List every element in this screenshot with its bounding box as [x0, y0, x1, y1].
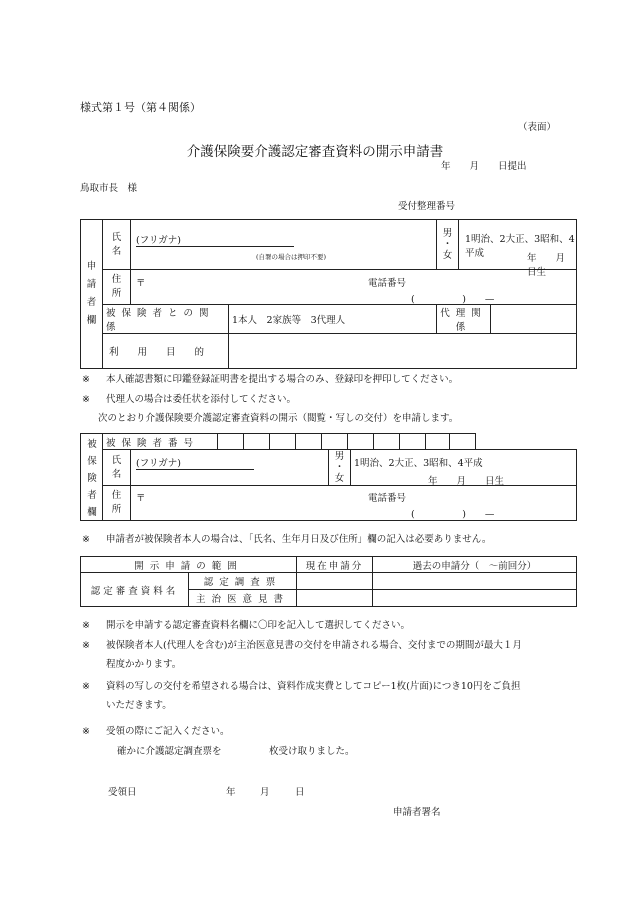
insured-postal-mark: 〒: [136, 493, 146, 504]
insured-number-digit[interactable]: [218, 434, 244, 450]
receipt-date-month[interactable]: 月: [260, 787, 270, 798]
applicant-name-label: 氏 名: [103, 220, 131, 270]
receipt-confirm-part2: 枚受け取りました。: [269, 746, 355, 757]
receipt-date-year[interactable]: 年: [226, 787, 236, 798]
receipt-instruction: ※ 受領の際にご記入ください。: [82, 726, 230, 737]
insured-number-digit[interactable]: [400, 434, 426, 450]
applicant-section-label: 申 請 者 欄: [81, 220, 103, 369]
receipt-confirm-part1: 確かに介護認定調査票を: [117, 746, 222, 757]
request-statement: 次のとおり介護保険要介護認定審査資料の開示（閲覧・写しの交付）を申請します。: [98, 413, 459, 424]
note-opinion-period: ※ 被保険者本人(代理人を含む)が主治医意見書の交付を申請される場合、交付までの期間が最大１月: [82, 640, 522, 651]
scope-row-survey: 認定調査票: [189, 573, 297, 590]
applicant-seal-note: (自署の場合は押印不要): [256, 253, 327, 261]
submission-date: 年 月 日提出: [441, 161, 527, 172]
scope-row-group: 認定審査資料名: [81, 573, 189, 607]
insured-number-table: [80, 433, 476, 450]
receipt-date-label: 受領日: [108, 787, 137, 798]
applicant-address-label: 住 所: [103, 270, 131, 305]
applicant-name-field[interactable]: [131, 220, 437, 270]
past-column-header: 過去の申請分（ ～前回分）: [373, 557, 577, 573]
receipt-date-day[interactable]: 日: [295, 787, 305, 798]
relation-options[interactable]: 1本人 2家族等 3代理人: [229, 305, 437, 334]
note-copy-fee: ※ 資料の写しの交付を希望される場合は、資料作成実費としてコピー1枚(片面)につき10円をご負担: [82, 681, 521, 692]
insured-number-digit[interactable]: [374, 434, 400, 450]
insured-name-label: 氏 名: [103, 450, 131, 486]
note-self-insured: ※ 申請者が被保険者本人の場合は、「氏名、生年月日及び住所」欄の記入は必要ありません。: [82, 534, 492, 545]
note-opinion-period-cont: 程度かかります。: [106, 659, 182, 670]
insured-number-digit[interactable]: [450, 434, 476, 450]
applicant-birth-field[interactable]: [459, 220, 585, 278]
insured-number-digit[interactable]: [296, 434, 322, 450]
applicant-phone-label: 電話番号: [368, 278, 407, 289]
insured-number-label: 被保険者番号: [103, 434, 218, 450]
page-title: 介護保険要介護認定審査資料の開示申請書: [186, 144, 444, 160]
scope-column-header: 開示申請の範囲: [81, 557, 297, 573]
survey-past-cell[interactable]: [373, 573, 577, 590]
insured-address-label: 住 所: [103, 486, 131, 521]
note-proxy: ※ 代理人の場合は委任状を添付してください。: [82, 394, 297, 405]
applicant-postal-mark: 〒: [136, 278, 146, 289]
addressee: 鳥取市長 様: [80, 183, 138, 194]
note-seal: ※ 本人確認書類に印鑑登録証明書を提出する場合のみ、登録印を押印してください。: [82, 374, 459, 385]
form-number: 様式第１号（第４関係）: [80, 101, 201, 114]
current-column-header: 現在申請分: [297, 557, 373, 573]
opinion-past-cell[interactable]: [373, 590, 577, 607]
insured-phone-format: ( ) —: [411, 509, 495, 520]
scope-row-opinion: 主治医意見書: [189, 590, 297, 607]
purpose-field[interactable]: [229, 334, 577, 369]
applicant-phone-format: ( ) —: [411, 294, 495, 305]
scope-table: [80, 556, 577, 607]
purpose-label: 利 用 目 的: [103, 334, 229, 369]
insured-number-digit[interactable]: [322, 434, 348, 450]
insured-address-field[interactable]: [131, 486, 577, 521]
insured-birth-field[interactable]: [351, 450, 577, 486]
insured-name-field[interactable]: [131, 450, 329, 486]
insured-section-label: 被 保 険 者 欄: [81, 450, 103, 521]
insured-number-digit[interactable]: [348, 434, 374, 450]
applicant-furigana: (フリガナ): [136, 232, 294, 247]
applicant-birth-ymd: 年 月 日生: [527, 253, 585, 278]
insured-number-digit[interactable]: [270, 434, 296, 450]
opinion-current-cell[interactable]: [297, 590, 373, 607]
insured-phone-label: 電話番号: [368, 493, 407, 504]
insured-birth-ymd: 年 月 日生: [428, 476, 505, 487]
insured-furigana: (フリガナ): [136, 455, 254, 470]
insured-gender[interactable]: 男 ・ 女: [329, 450, 351, 486]
reception-number-label: 受付整理番号: [398, 201, 456, 212]
side-label: （表面）: [518, 122, 557, 133]
agent-relation-field[interactable]: [491, 305, 577, 334]
survey-current-cell[interactable]: [297, 573, 373, 590]
insured-number-digit[interactable]: [426, 434, 450, 450]
insured-birth-eras: 1明治、2大正、3昭和、4平成: [354, 458, 483, 469]
applicant-address-field[interactable]: [131, 270, 577, 305]
agent-relation-label: 代理関係: [437, 305, 491, 334]
relation-label: 被保険者との関係: [103, 305, 229, 334]
insured-number-digit[interactable]: [244, 434, 270, 450]
applicant-table: [80, 219, 585, 369]
note-select: ※ 開示を申請する認定審査資料名欄に〇印を記入して選択してください。: [82, 620, 411, 631]
applicant-birth-eras: 1明治、2大正、3昭和、4平成: [465, 234, 575, 259]
applicant-gender[interactable]: 男 ・ 女: [437, 220, 459, 270]
signature-label: 申請者署名: [393, 807, 441, 818]
note-copy-fee-cont: いただきます。: [106, 700, 172, 711]
